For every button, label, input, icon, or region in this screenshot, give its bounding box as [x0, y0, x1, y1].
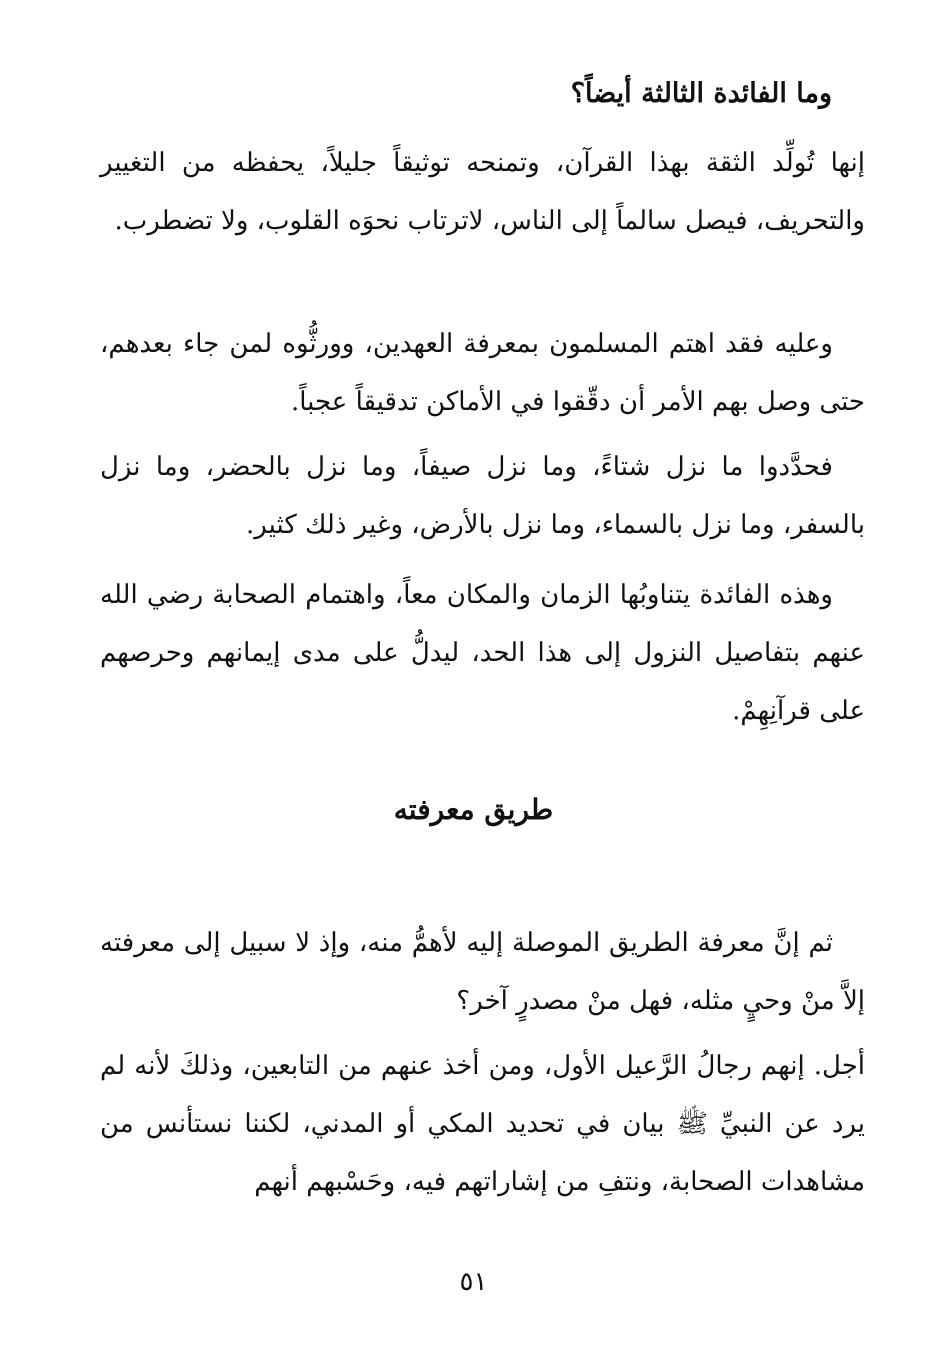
- paragraph-way-of-knowing: ثم إنَّ معرفة الطريق الموصلة إليه لأهمُّ منه، وإذ لا سبيل إلى معرفته إلاَّ منْ وحيٍ مثله، فهل منْ مصدرٍ آخر؟: [100, 928, 865, 1016]
- paragraph-muslims-interest: وعليه فقد اهتم المسلمون بمعرفة العهدين، وورثُّوه لمن جاء بعدهم، حتى وصل بهم الأمر أن دقّقوا في الأماكن تدقيقاً عجباً.: [100, 329, 865, 417]
- question-heading: وما الفائدة الثالثة أيضاً؟: [570, 78, 832, 109]
- paragraph-benefit-trust: إنها تُولِّد الثقة بهذا القرآن، وتمنحه توثيقاً جليلاً، يحفظه من التغيير والتحريف، فيصل سالماً إلى الناس، لاترتاب نحوَه القلوب، ولا تضطرب.: [100, 148, 865, 236]
- paragraph-companions-care: وهذه الفائدة يتناوبُها الزمان والمكان معاً، واهتمام الصحابة رضي الله عنهم بتفاصيل النزول إلى هذا الحد، ليدلُّ على مدى إيمانهم وحرصهم على قرآنِهِمْ.: [100, 580, 865, 726]
- page-number: ٥١: [459, 1267, 488, 1297]
- paragraph-places-times: فحدَّدوا ما نزل شتاءً، وما نزل صيفاً، وما نزل بالحضر، وما نزل بالسفر، وما نزل بالسماء، وما نزل بالأرض، وغير ذلك كثير.: [100, 452, 865, 540]
- paragraph-first-generation: أجل. إنهم رجالُ الرَّعيل الأول، ومن أخذ عنهم من التابعين، وذلكَ لأنه لم يرد عن النبيِّ ﷺ بيان في تحديد المكي أو المدني، لكننا نستأنس من مشاهدات الصحابة، ونتفِ من إشاراتهم فيه، وحَسْبهم أنهم: [100, 1051, 865, 1197]
- section-heading: طريق معرفته: [393, 793, 554, 826]
